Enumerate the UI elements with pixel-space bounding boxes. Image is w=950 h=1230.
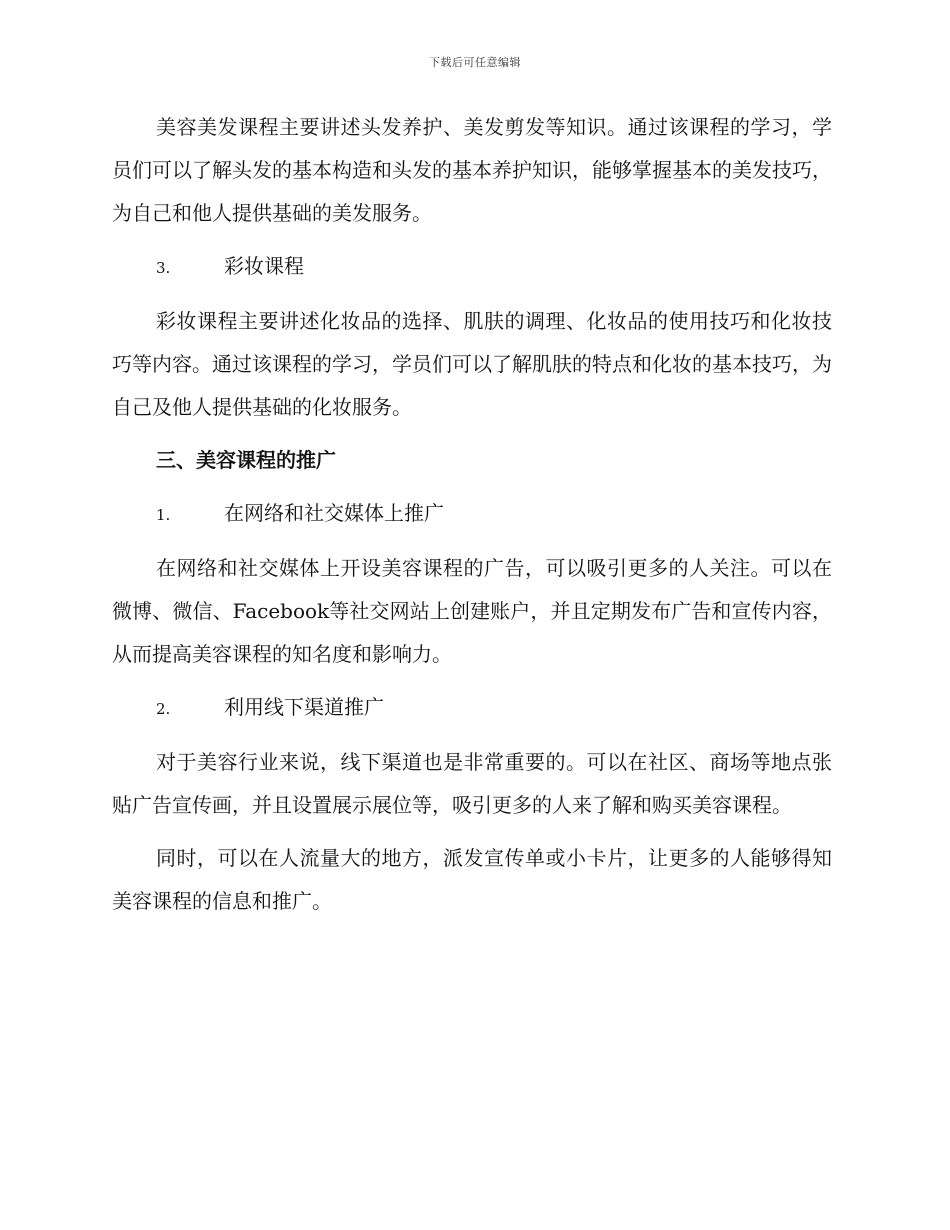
- section-heading-promotion: 三、美容课程的推广: [156, 448, 336, 472]
- list-title: 彩妆课程: [224, 254, 304, 278]
- paragraph-online-promotion: 在网络和社交媒体上开设美容课程的广告，可以吸引更多的人关注。可以在微博、微信、Facebook等社交网站上创建账户，并且定期发布广告和宣传内容，从而提高美容课程的知名度和影响力。: [112, 556, 832, 666]
- list-item-online-promotion: [112, 492, 832, 537]
- list-item-makeup-course: [112, 245, 832, 290]
- paragraph-hair-course: 美容美发课程主要讲述头发养护、美发剪发等知识。通过该课程的学习，学员们可以了解头发的基本构造和头发的基本养护知识，能够掌握基本的美发技巧，为自己和他人提供基础的美发服务。: [112, 115, 832, 225]
- list-number: 3.: [156, 259, 171, 277]
- list-number: 2.: [156, 700, 171, 718]
- document-body: [112, 106, 832, 933]
- list-item-offline-promotion: [112, 686, 832, 731]
- paragraph-offline-promotion: 对于美容行业来说，线下渠道也是非常重要的。可以在社区、商场等地点张贴广告宣传画，并且设置展示展位等，吸引更多的人来了解和购买美容课程。: [112, 750, 832, 817]
- list-title: 利用线下渠道推广: [224, 695, 384, 719]
- header-note: 下载后可任意编辑: [429, 56, 521, 69]
- list-title: 在网络和社交媒体上推广: [224, 501, 444, 525]
- paragraph-makeup-course: 彩妆课程主要讲述化妆品的选择、肌肤的调理、化妆品的使用技巧和化妆技巧等内容。通过该课程的学习，学员们可以了解肌肤的特点和化妆的基本技巧，为自己及他人提供基础的化妆服务。: [112, 309, 832, 419]
- paragraph-flyers: 同时，可以在人流量大的地方，派发宣传单或小卡片，让更多的人能够得知美容课程的信息和推广。: [112, 846, 832, 913]
- list-number: 1.: [156, 506, 171, 524]
